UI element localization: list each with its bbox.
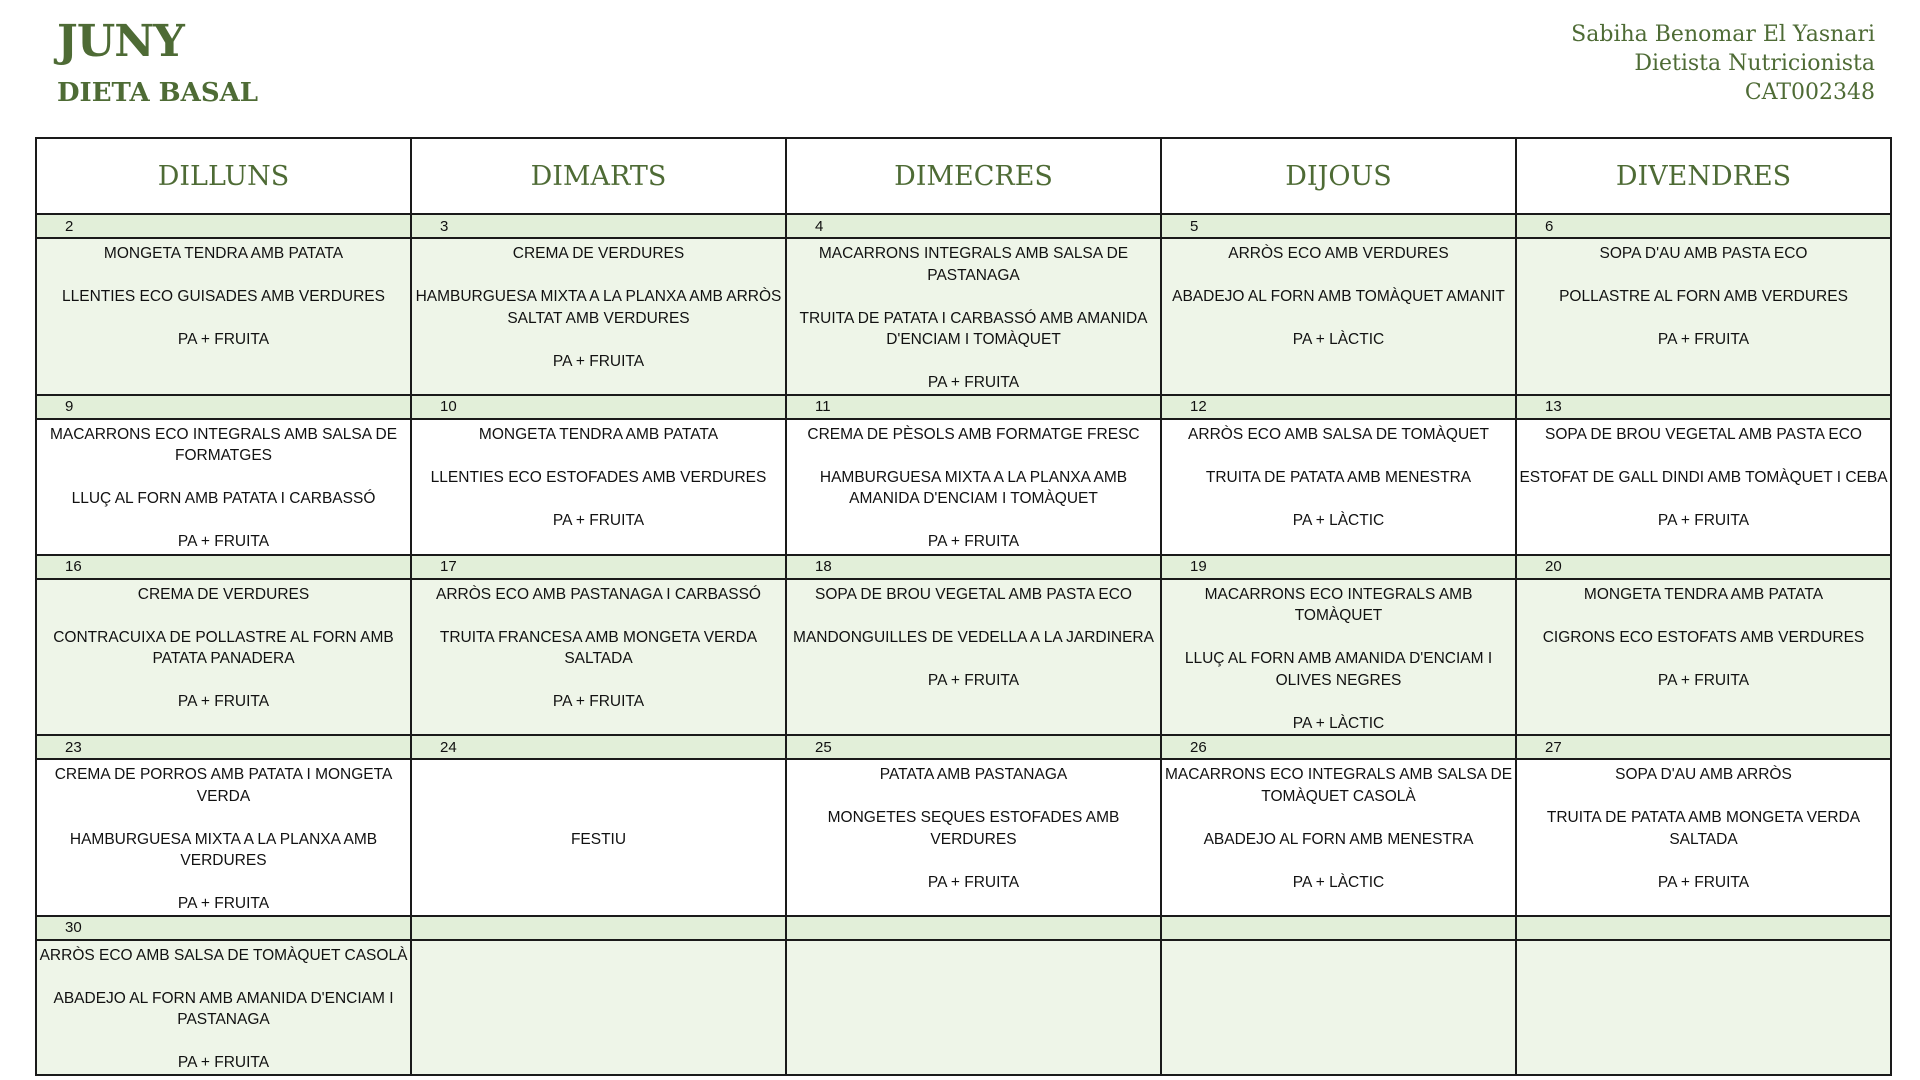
menu-item: ARRÒS ECO AMB SALSA DE TOMÀQUET: [1188, 425, 1489, 443]
menu-item: LLENTIES ECO ESTOFADES AMB VERDURES: [430, 468, 767, 486]
menu-item: PA + FRUITA: [927, 374, 1020, 391]
menu-item: CREMA DE PORROS AMB PATATA I MONGETA VERDA: [54, 766, 393, 805]
menu-item: PA + FRUITA: [927, 533, 1020, 550]
menu-item: SOPA D'AU AMB PASTA ECO: [1599, 245, 1808, 262]
menu-row: [36, 419, 1891, 555]
menu-cell: [1161, 238, 1516, 395]
menu-item: MACARRONS ECO INTEGRALS AMB TOMÀQUET: [1204, 585, 1473, 624]
menu-row: [36, 759, 1891, 916]
menu-item: PA + FRUITA: [177, 331, 270, 348]
menu-item: SOPA DE BROU VEGETAL AMB PASTA ECO: [815, 585, 1132, 603]
menu-item: MACARRONS INTEGRALS AMB SALSA DE PASTANAGA: [818, 245, 1129, 284]
menu-row: [36, 579, 1891, 736]
menu-cell: [36, 238, 411, 395]
menu-item: PA + FRUITA: [177, 895, 270, 912]
menu-cell: [1161, 579, 1516, 736]
menu-item: MONGETA TENDRA AMB PATATA: [1583, 585, 1824, 603]
date-cell: 25: [786, 735, 1161, 759]
weekday-header-wednesday: DIMECRES: [786, 138, 1161, 214]
menu-item: ARRÒS ECO AMB SALSA DE TOMÀQUET CASOLÀ: [39, 946, 408, 964]
menu-cell: [1516, 238, 1891, 395]
date-cell: 13: [1516, 395, 1891, 419]
menu-cell: [411, 579, 786, 736]
menu-cell: [1516, 759, 1891, 916]
menu-cell: [1516, 940, 1891, 1075]
weekday-header-thursday: DIJOUS: [1161, 138, 1516, 214]
date-cell: 3: [411, 214, 786, 238]
menu-item: MONGETES SEQUES ESTOFADES AMB VERDURES: [827, 809, 1120, 848]
date-cell: 6: [1516, 214, 1891, 238]
date-cell: [1161, 916, 1516, 940]
menu-item: ABADEJO AL FORN AMB MENESTRA: [1203, 830, 1474, 848]
menu-item: LLENTIES ECO GUISADES AMB VERDURES: [61, 288, 385, 305]
menu-item: ARRÒS ECO AMB VERDURES: [1228, 245, 1449, 262]
menu-cell: [786, 940, 1161, 1075]
menu-item: LLUÇ AL FORN AMB AMANIDA D'ENCIAM I OLIVES NEGRES: [1184, 650, 1493, 689]
date-cell: 5: [1161, 214, 1516, 238]
menu-cell: [786, 238, 1161, 395]
date-row: [36, 555, 1891, 579]
weeks-body: [36, 214, 1891, 1075]
menu-item: CIGRONS ECO ESTOFATS AMB VERDURES: [1542, 628, 1865, 646]
menu-cell: [36, 419, 411, 555]
menu-item: PATATA AMB PASTANAGA: [879, 766, 1068, 783]
weekday-header-monday: DILLUNS: [36, 138, 411, 214]
menu-item: MONGETA TENDRA AMB PATATA: [478, 425, 719, 443]
menu-item: PA + LÀCTIC: [1292, 873, 1385, 891]
menu-cell: [786, 419, 1161, 555]
menu-calendar-table: [35, 137, 1892, 1076]
date-cell: 19: [1161, 555, 1516, 579]
menu-item: TRUITA DE PATATA I CARBASSÓ AMB AMANIDA D'ENCIAM I TOMÀQUET: [799, 309, 1148, 348]
menu-item: SOPA DE BROU VEGETAL AMB PASTA ECO: [1545, 425, 1862, 443]
date-cell: 11: [786, 395, 1161, 419]
date-cell: 23: [36, 735, 411, 759]
menu-cell: [36, 940, 411, 1075]
date-row: [36, 735, 1891, 759]
weekday-header-row: [36, 138, 1891, 214]
author-block: [1571, 20, 1875, 107]
diet-subtitle: DIETA BASAL: [57, 78, 259, 108]
menu-item: PA + FRUITA: [1657, 873, 1750, 891]
date-cell: 12: [1161, 395, 1516, 419]
menu-cell: [1516, 419, 1891, 555]
menu-item: SOPA D'AU AMB ARRÒS: [1615, 766, 1792, 783]
menu-item: ABADEJO AL FORN AMB AMANIDA D'ENCIAM I PASTANAGA: [53, 989, 394, 1028]
page-title: JUNY: [57, 16, 184, 67]
menu-item: CREMA DE PÈSOLS AMB FORMATGE FRESC: [807, 425, 1140, 443]
menu-item: PA + FRUITA: [552, 693, 645, 710]
menu-item: PA + FRUITA: [177, 1054, 270, 1071]
menu-item: PA + FRUITA: [552, 352, 645, 370]
menu-item: HAMBURGUESA MIXTA A LA PLANXA AMB AMANIDA D'ENCIAM I TOMÀQUET: [819, 468, 1128, 507]
menu-item: PA + LÀCTIC: [1292, 714, 1385, 732]
date-cell: 20: [1516, 555, 1891, 579]
date-cell: 18: [786, 555, 1161, 579]
menu-item: ESTOFAT DE GALL DINDI AMB TOMÀQUET I CEBA: [1519, 468, 1888, 486]
date-cell: 10: [411, 395, 786, 419]
menu-cell: [786, 579, 1161, 736]
menu-cell: [411, 238, 786, 395]
date-cell: 2: [36, 214, 411, 238]
menu-item: PA + LÀCTIC: [1292, 511, 1385, 529]
weekday-header-friday: DIVENDRES: [1516, 138, 1891, 214]
weekday-header-tuesday: DIMARTS: [411, 138, 786, 214]
menu-item: LLUÇ AL FORN AMB PATATA I CARBASSÓ: [71, 490, 376, 507]
menu-item: PA + FRUITA: [1657, 511, 1750, 529]
menu-cell: [411, 759, 786, 916]
date-cell: 24: [411, 735, 786, 759]
author-name: Sabiha Benomar El Yasnari: [1571, 22, 1875, 47]
menu-row: [36, 940, 1891, 1075]
menu-cell: [36, 579, 411, 736]
author-id: CAT002348: [1744, 80, 1875, 105]
menu-item: PA + FRUITA: [177, 693, 270, 710]
date-cell: 4: [786, 214, 1161, 238]
menu-item: CREMA DE VERDURES: [512, 245, 685, 262]
menu-item: MACARRONS ECO INTEGRALS AMB SALSA DE FORMATGES: [49, 425, 398, 464]
menu-cell: [411, 940, 786, 1075]
menu-item: CONTRACUIXA DE POLLASTRE AL FORN AMB PATATA PANADERA: [53, 628, 394, 667]
menu-item: MANDONGUILLES DE VEDELLA A LA JARDINERA: [793, 628, 1154, 646]
menu-item: TRUITA DE PATATA AMB MENESTRA: [1205, 468, 1472, 486]
date-cell: 16: [36, 555, 411, 579]
date-cell: 9: [36, 395, 411, 419]
menu-row: [36, 238, 1891, 395]
menu-cell: [1161, 940, 1516, 1075]
menu-item: ARRÒS ECO AMB PASTANAGA I CARBASSÓ: [435, 585, 761, 603]
menu-item: HAMBURGUESA MIXTA A LA PLANXA AMB VERDURES: [69, 830, 378, 869]
menu-item: MONGETA TENDRA AMB PATATA: [103, 245, 344, 262]
author-role: Dietista Nutricionista: [1634, 51, 1875, 76]
menu-item: PA + FRUITA: [1657, 671, 1750, 689]
menu-item: ABADEJO AL FORN AMB TOMÀQUET AMANIT: [1172, 288, 1505, 305]
menu-cell: [36, 759, 411, 916]
date-cell: [786, 916, 1161, 940]
menu-cell: [1516, 579, 1891, 736]
date-cell: 17: [411, 555, 786, 579]
menu-cell: [1161, 759, 1516, 916]
menu-item: HAMBURGUESA MIXTA A LA PLANXA AMB ARRÒS SALTAT AMB VERDURES: [415, 288, 782, 327]
menu-item: PA + FRUITA: [927, 671, 1020, 689]
menu-item: MACARRONS ECO INTEGRALS AMB SALSA DE TOMÀQUET CASOLÀ: [1164, 766, 1513, 805]
menu-item: PA + LÀCTIC: [1292, 331, 1385, 348]
date-row: [36, 214, 1891, 238]
menu-item: PA + FRUITA: [1657, 331, 1750, 348]
date-cell: 30: [36, 916, 411, 940]
menu-item: TRUITA DE PATATA AMB MONGETA VERDA SALTADA: [1546, 809, 1861, 848]
date-cell: 27: [1516, 735, 1891, 759]
menu-cell: [411, 419, 786, 555]
menu-item: CREMA DE VERDURES: [137, 585, 310, 603]
date-row: [36, 916, 1891, 940]
menu-item: PA + FRUITA: [927, 873, 1020, 891]
date-cell: [411, 916, 786, 940]
date-cell: [1516, 916, 1891, 940]
menu-item: PA + FRUITA: [552, 511, 645, 529]
menu-item: PA + FRUITA: [177, 533, 270, 550]
date-cell: 26: [1161, 735, 1516, 759]
menu-cell: [786, 759, 1161, 916]
menu-item: TRUITA FRANCESA AMB MONGETA VERDA SALTADA: [439, 628, 758, 667]
menu-cell: [1161, 419, 1516, 555]
date-row: [36, 395, 1891, 419]
menu-item: FESTIU: [570, 830, 627, 848]
menu-item: POLLASTRE AL FORN AMB VERDURES: [1559, 288, 1848, 305]
